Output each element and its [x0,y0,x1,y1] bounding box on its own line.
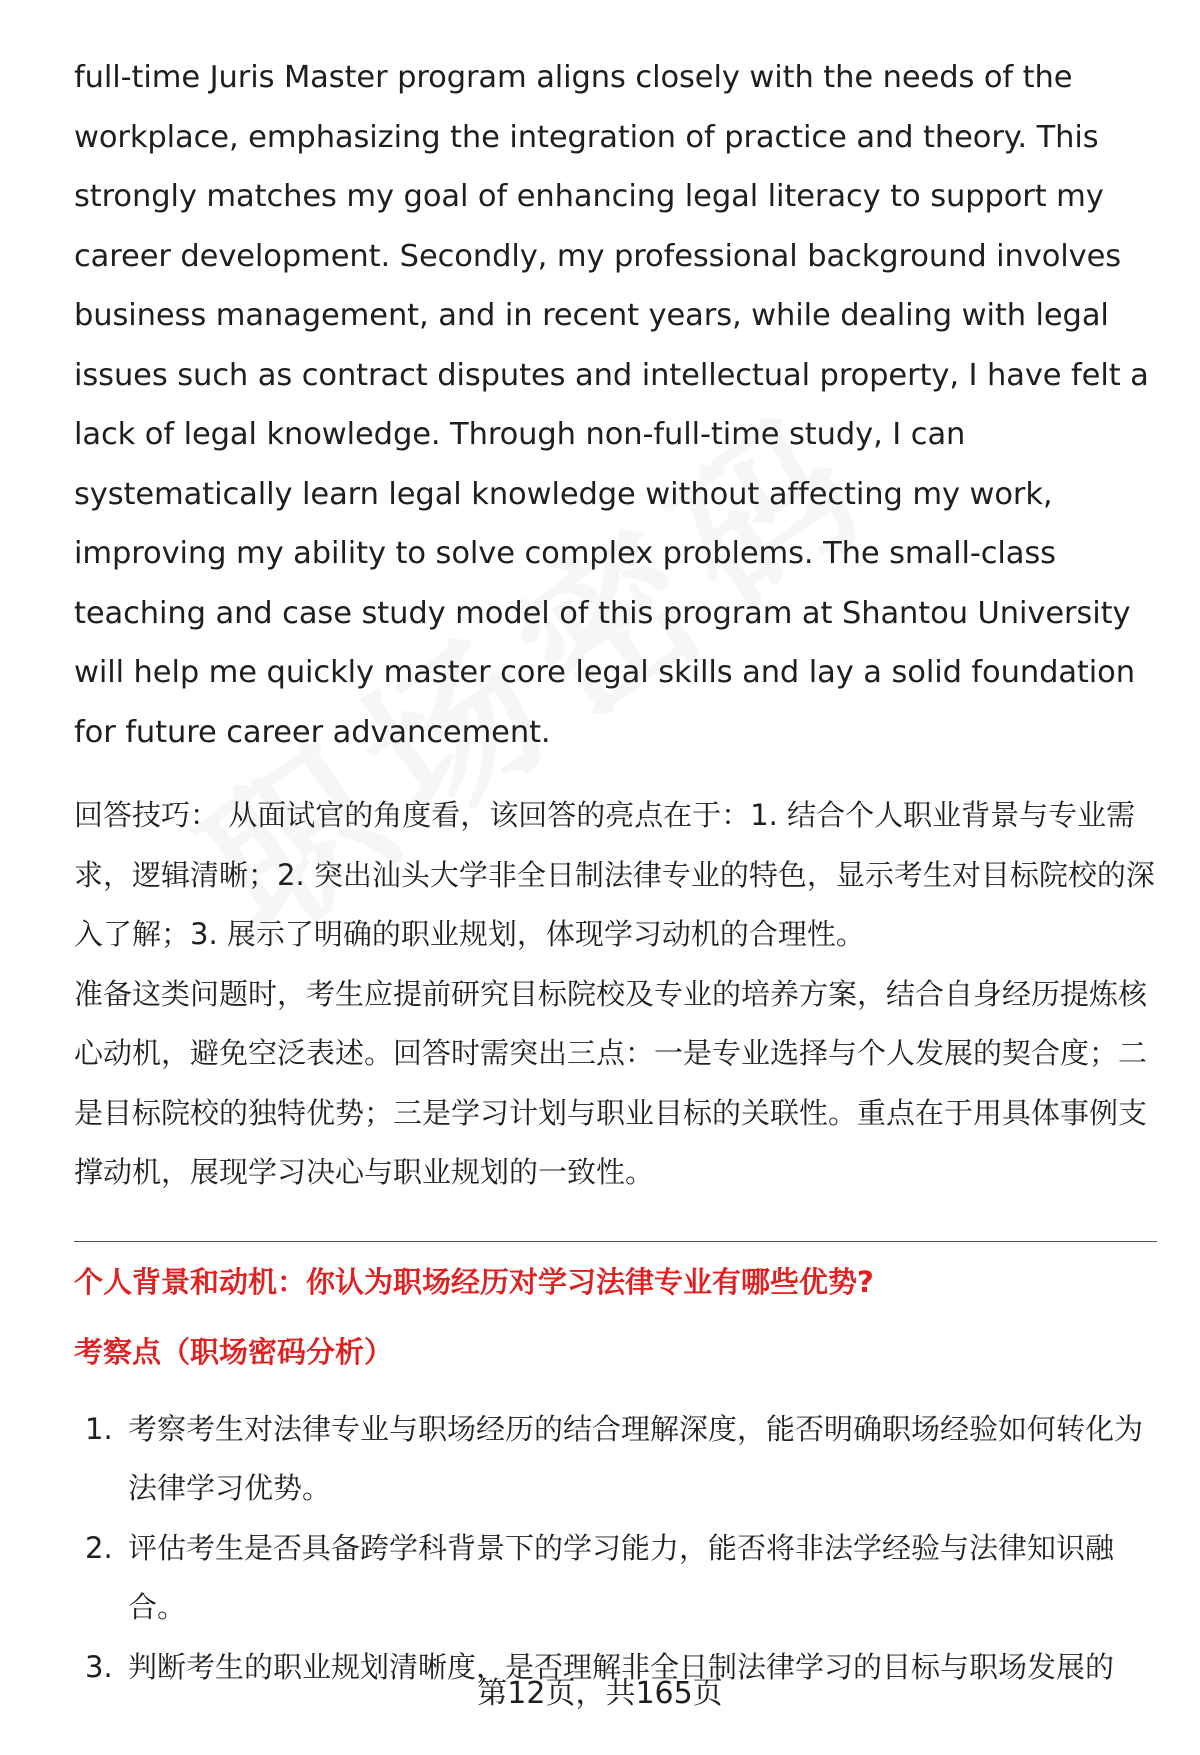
list-item-text: 考察考生对法律专业与职场经历的结合理解深度，能否明确职场经验如何转化为法律学习优势。 [128,1411,1144,1505]
question-heading: 个人背景和动机：你认为职场经历对学习法律专业有哪些优势? [74,1264,874,1299]
list-item-number: 1. [85,1411,113,1446]
document-page [74,48,1157,1697]
list-item [74,1400,1157,1519]
section-divider [74,1241,1157,1242]
list-item-number: 3. [85,1649,113,1684]
list-item-text: 判断考生的职业规划清晰度，是否理解非全日制法律学习的目标与职场发展的 [128,1649,1115,1684]
list-item [74,1519,1157,1638]
page-number-footer: 第12页，共165页 [477,1676,723,1711]
english-answer-paragraph: full-time Juris Master program aligns closely with the needs of the workplace, emphasizing the integration of practice and theory. This strongly matches my goal of enhancing legal literacy to support my career development. Secondly, my professional background involves business management, and in recent years, while dealing with legal issues such as contract disputes and intellectual property, I have felt a lack of legal knowledge. Through non-full-time study, I can systematically learn legal knowledge without affecting my work, improving my ability to solve complex problems. The small-class teaching and case study model of this program at Shantou University will help me quickly master core legal skills and lay a solid foundation for future career advancement. [74,60,1149,750]
assessment-points-heading: 考察点（职场密码分析） [74,1334,394,1369]
assessment-points-list [74,1400,1157,1698]
preparation-advice-paragraph: 准备这类问题时，考生应提前研究目标院校及专业的培养方案，结合自身经历提炼核心动机，避免空泛表述。回答时需突出三点：一是专业选择与个人发展的契合度；二是目标院校的独特优势；三是学习计划与职业目标的关联性。重点在于用具体事例支撑动机，展现学习决心与职业规划的一致性。 [74,976,1148,1189]
answer-tips-paragraph: 回答技巧： 从面试官的角度看，该回答的亮点在于：1. 结合个人职业背景与专业需求，逻辑清晰；2. 突出汕头大学非全日制法律专业的特色，显示考生对目标院校的深入了解；3. 展示了明确的职业规划，体现学习动机的合理性。 [74,798,1155,951]
list-item-number: 2. [85,1530,113,1565]
list-item-text: 评估考生是否具备跨学科背景下的学习能力，能否将非法学经验与法律知识融合。 [128,1530,1115,1624]
